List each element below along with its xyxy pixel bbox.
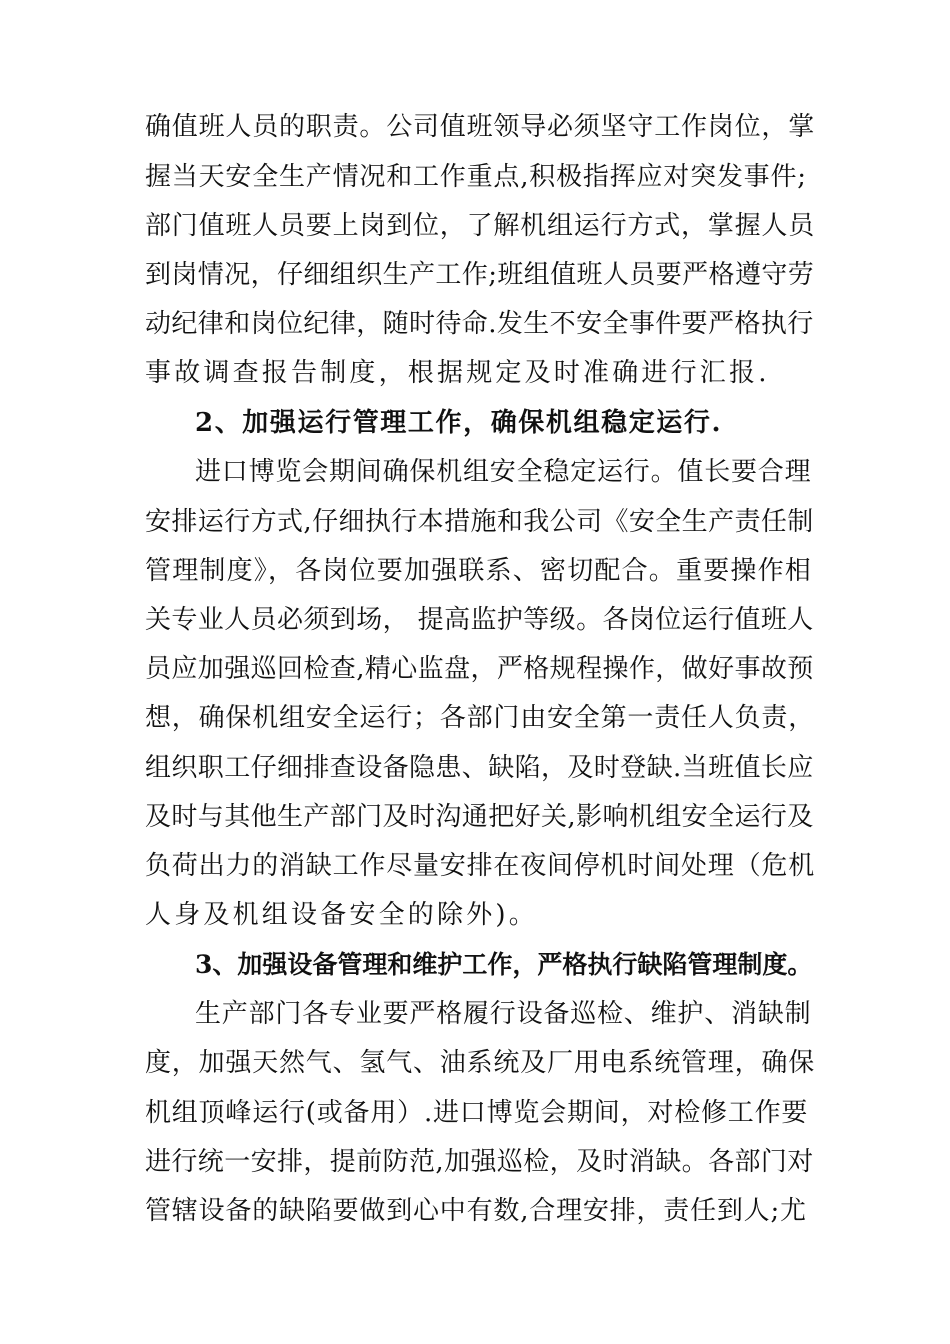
paragraph-2-line-5: 员应加强巡回检查,精心监盘，严格规程操作，做好事故预 [145,654,814,684]
paragraph-1-line-2: 握当天安全生产情况和工作重点,积极指挥应对突发事件; [145,162,807,192]
paragraph-3-line-2: 度，加强天然气、氢气、油系统及厂用电系统管理，确保 [145,1048,816,1078]
paragraph-1-line-5: 动纪律和岗位纪律，随时待命.发生不安全事件要严格执行 [145,309,814,339]
paragraph-3-line-4: 进行统一安排，提前防范,加强巡检，及时消缺。各部门对 [145,1147,814,1177]
section-heading-2: 2、加强运行管理工作，确保机组稳定运行. [195,408,723,438]
paragraph-2-line-4: 关专业人员必须到场， 提高监护等级。各岗位运行值班人 [145,605,814,635]
paragraph-2-line-7: 组织职工仔细排查设备隐患、缺陷，及时登缺.当班值长应 [145,753,814,783]
paragraph-1-line-1: 确值班人员的职责。公司值班领导必须坚守工作岗位，掌 [145,112,816,142]
paragraph-2-line-10: 人身及机组设备安全的除外)。 [145,900,538,930]
paragraph-2-line-3: 管理制度》，各岗位要加强联系、密切配合。重要操作相 [145,556,813,586]
paragraph-3-line-1: 生产部门各专业要严格履行设备巡检、维护、消缺制 [195,999,812,1029]
paragraph-3-line-5: 管辖设备的缺陷要做到心中有数,合理安排，责任到人;尤 [145,1196,807,1226]
paragraph-2-line-6: 想，确保机组安全运行；各部门由安全第一责任人负责， [145,703,816,733]
paragraph-1-line-4: 到岗情况，仔细组织生产工作;班组值班人员要严格遵守劳 [145,260,815,290]
paragraph-2-line-1: 进口博览会期间确保机组安全稳定运行。值长要合理 [195,457,812,487]
paragraph-1-line-3: 部门值班人员要上岗到位，了解机组运行方式，掌握人员 [145,211,816,241]
paragraph-1-line-6: 事故调查报告制度，根据规定及时准确进行汇报. [145,358,770,388]
paragraph-2-line-9: 负荷出力的消缺工作尽量安排在夜间停机时间处理（危机 [145,851,816,881]
paragraph-2-line-8: 及时与其他生产部门及时沟通把好关,影响机组安全运行及 [145,802,814,832]
paragraph-2-line-2: 安排运行方式,仔细执行本措施和我公司《安全生产责任制 [145,507,814,537]
paragraph-3-line-3: 机组顶峰运行(或备用）.进口博览会期间，对检修工作要 [145,1098,809,1128]
section-heading-3: 3、加强设备管理和维护工作，严格执行缺陷管理制度。 [195,950,813,979]
